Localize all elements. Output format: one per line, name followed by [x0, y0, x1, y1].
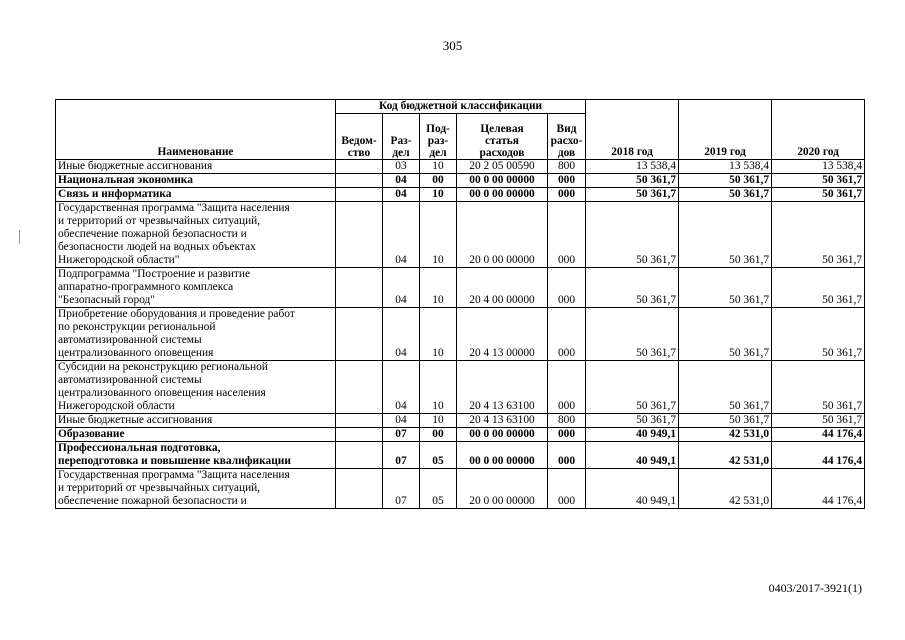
header-2019: 2019 год — [679, 100, 772, 160]
row-razdel: 04 — [383, 414, 420, 428]
row-name: Государственная программа "Защита населения и территорий от чрезвычайных ситуаций, обеспечение пожарной безопасности и — [56, 469, 336, 509]
header-vedomstvo: Ведом- ство — [336, 114, 383, 160]
table-row — [56, 160, 865, 174]
row-name: Национальная экономика — [56, 174, 336, 188]
table-row — [56, 414, 865, 428]
row-podrazdel: 10 — [420, 202, 457, 268]
row-vedomstvo — [336, 160, 383, 174]
row-name: Иные бюджетные ассигнования — [56, 160, 336, 174]
row-value-2020: 50 361,7 — [772, 308, 865, 361]
table-row — [56, 188, 865, 202]
row-name: Подпрограмма "Построение и развитие аппаратно-программного комплекса "Безопасный город" — [56, 268, 336, 308]
row-vid: 000 — [548, 428, 586, 442]
row-razdel: 04 — [383, 361, 420, 414]
row-value-2020: 50 361,7 — [772, 174, 865, 188]
row-vid: 000 — [548, 202, 586, 268]
row-vedomstvo — [336, 202, 383, 268]
row-value-2020: 50 361,7 — [772, 268, 865, 308]
row-celevaya: 00 0 00 00000 — [457, 428, 548, 442]
row-vedomstvo — [336, 188, 383, 202]
row-value-2018: 50 361,7 — [586, 268, 679, 308]
row-celevaya: 20 2 05 00590 — [457, 160, 548, 174]
row-value-2019: 50 361,7 — [679, 202, 772, 268]
row-name: Приобретение оборудования и проведение работ по реконструкции региональной автоматизированной системы централизованного оповещения — [56, 308, 336, 361]
row-value-2018: 40 949,1 — [586, 428, 679, 442]
row-value-2018: 50 361,7 — [586, 308, 679, 361]
row-vid: 000 — [548, 268, 586, 308]
header-podrazdel: Под- раз- дел — [420, 114, 457, 160]
row-vid: 800 — [548, 160, 586, 174]
header-celevaya: Целевая статья расходов — [457, 114, 548, 160]
row-name: Профессиональная подготовка, переподготовка и повышение квалификации — [56, 442, 336, 469]
row-razdel: 04 — [383, 174, 420, 188]
row-razdel: 07 — [383, 428, 420, 442]
row-razdel: 04 — [383, 202, 420, 268]
header-code-group: Код бюджетной классификации — [336, 100, 586, 114]
row-value-2019: 42 531,0 — [679, 469, 772, 509]
row-value-2020: 50 361,7 — [772, 188, 865, 202]
row-value-2020: 50 361,7 — [772, 202, 865, 268]
row-value-2020: 44 176,4 — [772, 442, 865, 469]
header-2020: 2020 год — [772, 100, 865, 160]
row-vedomstvo — [336, 442, 383, 469]
row-podrazdel: 10 — [420, 188, 457, 202]
table-row — [56, 442, 865, 469]
table-row — [56, 361, 865, 414]
table-row — [56, 174, 865, 188]
row-razdel: 04 — [383, 268, 420, 308]
row-value-2018: 50 361,7 — [586, 414, 679, 428]
row-value-2020: 50 361,7 — [772, 361, 865, 414]
row-podrazdel: 05 — [420, 469, 457, 509]
row-celevaya: 20 0 00 00000 — [457, 202, 548, 268]
row-value-2019: 50 361,7 — [679, 174, 772, 188]
row-podrazdel: 10 — [420, 160, 457, 174]
row-podrazdel: 10 — [420, 361, 457, 414]
row-celevaya: 00 0 00 00000 — [457, 188, 548, 202]
row-name: Связь и информатика — [56, 188, 336, 202]
row-value-2019: 50 361,7 — [679, 414, 772, 428]
row-celevaya: 20 4 13 00000 — [457, 308, 548, 361]
row-name: Государственная программа "Защита населения и территорий от чрезвычайных ситуаций, обеспечение пожарной безопасности и безопасности людей на водных объектах Нижегородской области" — [56, 202, 336, 268]
row-value-2019: 42 531,0 — [679, 442, 772, 469]
header-vid: Вид расхо- дов — [548, 114, 586, 160]
row-podrazdel: 10 — [420, 414, 457, 428]
table-row — [56, 428, 865, 442]
row-vedomstvo — [336, 414, 383, 428]
row-podrazdel: 10 — [420, 268, 457, 308]
row-vid: 000 — [548, 469, 586, 509]
row-value-2019: 42 531,0 — [679, 428, 772, 442]
row-value-2019: 50 361,7 — [679, 268, 772, 308]
row-celevaya: 20 0 00 00000 — [457, 469, 548, 509]
row-value-2019: 50 361,7 — [679, 308, 772, 361]
row-razdel: 07 — [383, 469, 420, 509]
header-razdel: Раз- дел — [383, 114, 420, 160]
row-vid: 800 — [548, 414, 586, 428]
budget-table — [55, 99, 865, 509]
row-vid: 000 — [548, 442, 586, 469]
row-vid: 000 — [548, 308, 586, 361]
row-celevaya: 00 0 00 00000 — [457, 174, 548, 188]
row-name: Образование — [56, 428, 336, 442]
row-vedomstvo — [336, 361, 383, 414]
row-value-2018: 50 361,7 — [586, 361, 679, 414]
row-vid: 000 — [548, 361, 586, 414]
row-vedomstvo — [336, 428, 383, 442]
row-value-2018: 40 949,1 — [586, 442, 679, 469]
row-vedomstvo — [336, 308, 383, 361]
table-row — [56, 469, 865, 509]
table-row — [56, 268, 865, 308]
row-value-2018: 40 949,1 — [586, 469, 679, 509]
row-celevaya: 20 4 13 63100 — [457, 361, 548, 414]
table-row — [56, 202, 865, 268]
header-name: Наименование — [56, 100, 336, 160]
row-celevaya: 00 0 00 00000 — [457, 442, 548, 469]
table-row — [56, 308, 865, 361]
row-name: Иные бюджетные ассигнования — [56, 414, 336, 428]
row-podrazdel: 00 — [420, 174, 457, 188]
row-value-2020: 44 176,4 — [772, 428, 865, 442]
row-podrazdel: 05 — [420, 442, 457, 469]
row-value-2018: 13 538,4 — [586, 160, 679, 174]
margin-mark — [19, 230, 20, 244]
row-value-2020: 50 361,7 — [772, 414, 865, 428]
row-value-2018: 50 361,7 — [586, 202, 679, 268]
row-vid: 000 — [548, 188, 586, 202]
row-celevaya: 20 4 13 63100 — [457, 414, 548, 428]
row-razdel: 04 — [383, 188, 420, 202]
row-podrazdel: 00 — [420, 428, 457, 442]
page-number: 305 — [442, 38, 463, 53]
row-value-2019: 50 361,7 — [679, 188, 772, 202]
row-razdel: 07 — [383, 442, 420, 469]
row-value-2020: 44 176,4 — [772, 469, 865, 509]
document-code: 0403/2017-3921(1) — [768, 581, 862, 595]
row-name: Субсидии на реконструкцию региональной автоматизированной системы централизованного оповещения населения Нижегородской области — [56, 361, 336, 414]
row-vedomstvo — [336, 469, 383, 509]
header-row — [56, 100, 865, 114]
row-vedomstvo — [336, 268, 383, 308]
row-celevaya: 20 4 00 00000 — [457, 268, 548, 308]
row-razdel: 03 — [383, 160, 420, 174]
row-vedomstvo — [336, 174, 383, 188]
row-value-2019: 13 538,4 — [679, 160, 772, 174]
header-2018: 2018 год — [586, 100, 679, 160]
row-podrazdel: 10 — [420, 308, 457, 361]
row-value-2019: 50 361,7 — [679, 361, 772, 414]
row-value-2018: 50 361,7 — [586, 174, 679, 188]
row-value-2020: 13 538,4 — [772, 160, 865, 174]
row-razdel: 04 — [383, 308, 420, 361]
row-value-2018: 50 361,7 — [586, 188, 679, 202]
row-vid: 000 — [548, 174, 586, 188]
